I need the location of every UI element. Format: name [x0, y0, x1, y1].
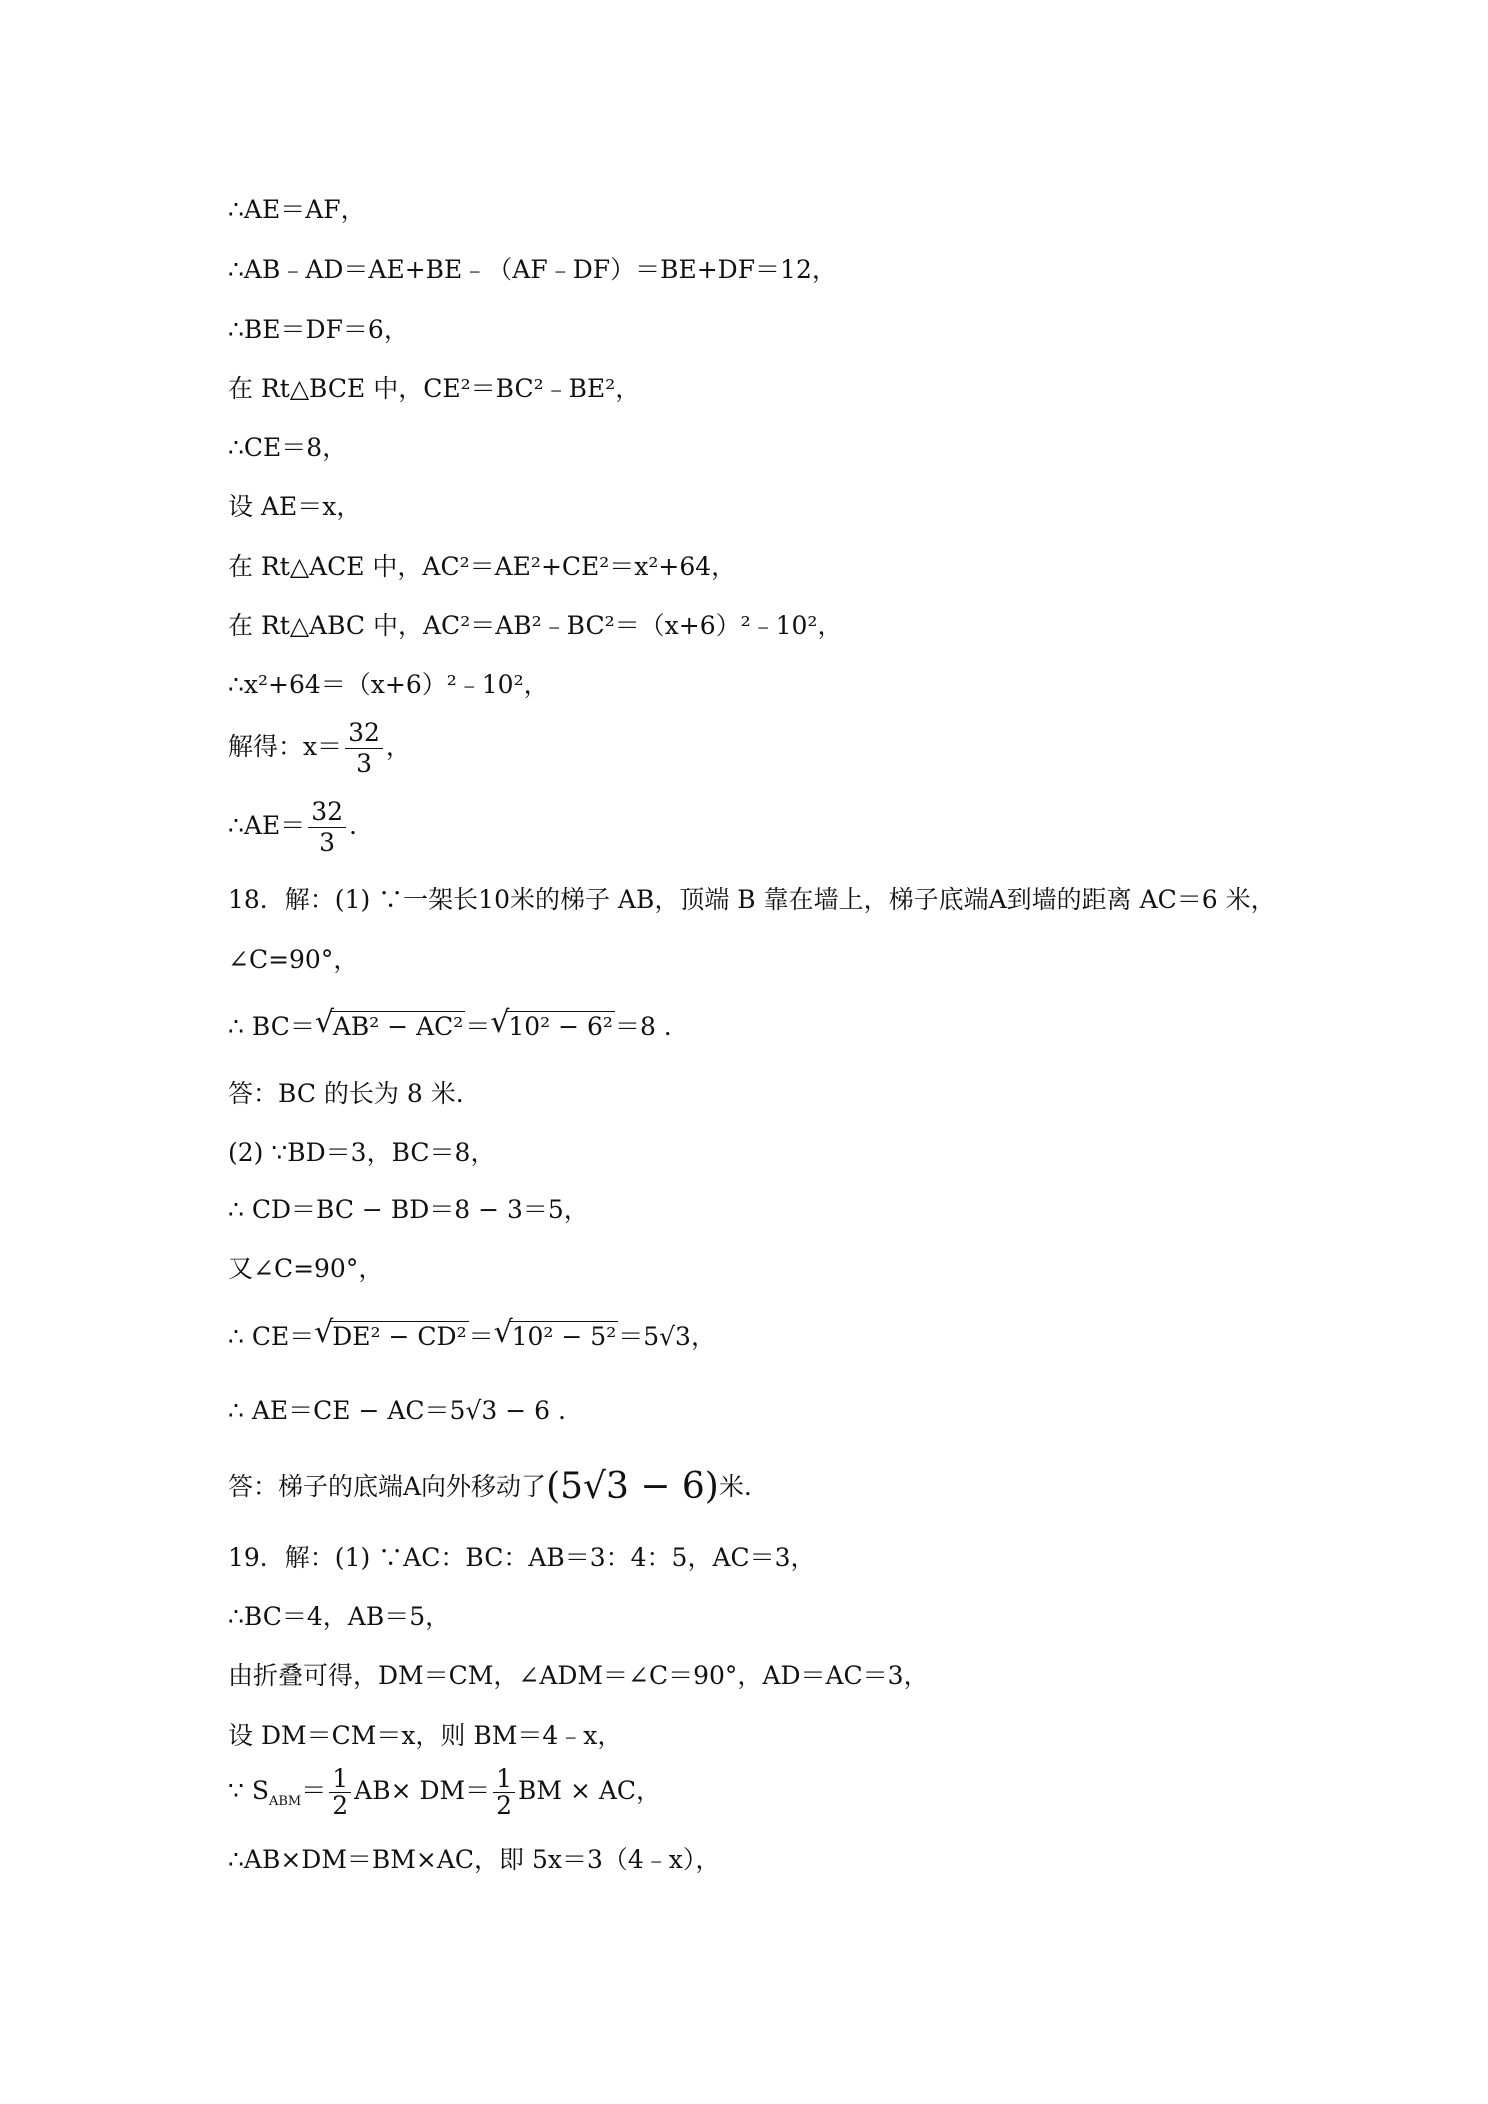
text-line: ∠C=90°， [228, 945, 359, 974]
equation-text: ， [385, 732, 411, 761]
equation-text: . [349, 811, 357, 840]
equation-text: ∴ CE＝ [228, 1322, 315, 1351]
equation-text: ＝ [465, 1012, 491, 1041]
text-line: ∴AE＝AF， [228, 195, 366, 224]
denominator: 3 [319, 828, 336, 857]
equation-line [228, 1320, 716, 1354]
equation-line [228, 1466, 752, 1507]
denominator: 2 [332, 1791, 349, 1820]
text-line: ∴BC＝4，AB＝5， [228, 1602, 451, 1631]
text-line: ∴x²+64＝（x+6）²﹣10²， [228, 670, 549, 699]
radicand: AB² − AC² [332, 1012, 464, 1041]
fraction [329, 1766, 351, 1819]
radicand: DE² − CD² [332, 1322, 467, 1351]
text-line: (2) ∵BD＝3，BC＝8， [228, 1138, 496, 1167]
numerator: 1 [329, 1766, 351, 1793]
denominator: 3 [356, 749, 372, 778]
square-root [315, 1010, 466, 1044]
equation-text: BM × AC， [518, 1776, 662, 1805]
equation-text: ＝ [301, 1776, 327, 1805]
text-line: 在 Rt△BCE 中，CE²＝BC²﹣BE²， [228, 374, 641, 403]
fraction [308, 797, 346, 858]
equation-line [228, 1766, 661, 1819]
numerator: 32 [308, 797, 346, 828]
radicand: 10² − 6² [508, 1012, 613, 1041]
radicand: 10² − 5² [511, 1322, 617, 1351]
numerator: 1 [493, 1766, 515, 1793]
equation-text: 米. [718, 1472, 752, 1501]
text-line: ∴AB﹣AD＝AE+BE﹣（AF﹣DF）＝BE+DF＝12， [228, 255, 837, 284]
fraction [493, 1766, 515, 1819]
equation-line [228, 718, 411, 779]
equation-text: ＝8 . [614, 1012, 672, 1041]
numerator: 32 [345, 718, 383, 749]
text-line: 设 DM＝CM＝x，则 BM＝4﹣x， [228, 1721, 623, 1750]
equation-line [228, 797, 357, 858]
fraction [345, 718, 383, 779]
text-line: 在 Rt△ACE 中，AC²＝AE²+CE²＝x²+64， [228, 552, 737, 581]
square-root [494, 1320, 619, 1354]
equation-text: ∴ BC＝ [228, 1012, 315, 1041]
square-root [490, 1010, 615, 1044]
text-line: 又∠C=90°， [228, 1254, 384, 1283]
equation-text: ∴AE＝ [228, 811, 306, 840]
equation-text: 答：梯子的底端A向外移动了 [228, 1472, 547, 1501]
text-line: 18．解：(1) ∵一架长10米的梯子 AB，顶端 B 靠在墙上，梯子底端A到墙的距离 AC＝6 米， [228, 885, 1276, 914]
equation-text: 解得：x＝ [228, 732, 343, 761]
equation-text: ∵ S [228, 1776, 269, 1805]
text-line: ∴BE＝DF＝6， [228, 315, 409, 344]
equation-text: ＝ [468, 1322, 494, 1351]
equation-line [228, 1010, 672, 1044]
text-line: 由折叠可得，DM＝CM，∠ADM＝∠C＝90°，AD＝AC＝3， [228, 1661, 929, 1690]
text-line: 设 AE＝x， [228, 492, 362, 521]
denominator: 2 [496, 1791, 513, 1820]
square-root [314, 1320, 468, 1354]
text-line: ∴CE＝8， [228, 433, 348, 462]
text-line: ∴ AE＝CE − AC＝5√3 − 6 . [228, 1396, 566, 1425]
text-line: ∴AB×DM＝BM×AC，即 5x＝3（4﹣x）， [228, 1845, 721, 1874]
equation-text: ＝5√3， [618, 1322, 716, 1351]
text-line: 在 Rt△ABC 中，AC²＝AB²﹣BC²＝（x+6）²﹣10²， [228, 611, 843, 640]
equation-text: AB× DM＝ [354, 1776, 491, 1805]
text-line: ∴ CD＝BC − BD＝8 − 3＝5， [228, 1195, 589, 1224]
text-line: 19．解：(1) ∵AC：BC：AB＝3：4：5，AC＝3， [228, 1543, 816, 1572]
subscript: ABM [268, 1794, 302, 1809]
parenthesized-expression: (5√3 − 6) [546, 1466, 719, 1507]
text-line: 答：BC 的长为 8 米. [228, 1079, 464, 1108]
